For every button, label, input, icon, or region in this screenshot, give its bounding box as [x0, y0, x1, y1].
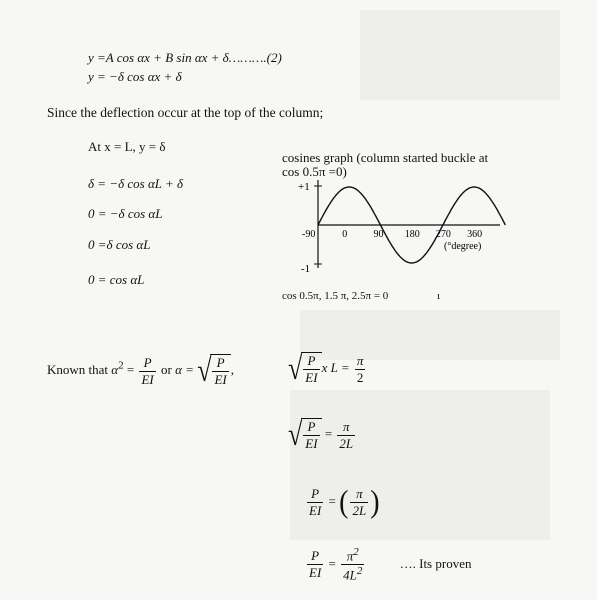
x-tick-label: 90 [373, 229, 384, 240]
proven-note: …. Its proven [399, 555, 472, 571]
equation-particular-solution: y = −δ cos αx + δ [88, 69, 182, 84]
x-tick-label: -90 [302, 229, 316, 240]
known-that-equation: Known that $\alpha^2$ = $\frac{P}{EI}$ or α = √ $\frac{P}{EI}$ , [47, 352, 234, 389]
x-unit-label: (°degree) [444, 241, 482, 252]
graph-caption-line-1: cosines graph (column started buckle at [282, 150, 489, 165]
squared-equation: $\frac{P}{EI}$ = ( $\frac{\pi}{2L}$ ) [309, 484, 380, 520]
zeros-note: cos 0.5π, 1.5 π, 2.5π = 0 [282, 290, 389, 302]
y-label-plus-one: +1 [298, 181, 310, 193]
x-tick-label: 0 [342, 229, 348, 240]
boundary-condition: At x = L, y = δ [88, 139, 166, 154]
derivation-step-1: δ = −δ cos αL + δ [88, 176, 184, 191]
x-tick-label: 360 [467, 229, 483, 240]
x-tick-label: 180 [404, 229, 420, 240]
since-statement: Since the deflection occur at the top of the column; [47, 105, 324, 120]
y-label-minus-one: -1 [301, 263, 311, 275]
final-equation: $\frac{P}{EI}$ = $\frac{\pi^2}{4L^2}$ …. Its proven [309, 546, 472, 583]
derivation-step-3: 0 =δ cos αL [88, 237, 151, 252]
derivation-step-2: 0 = −δ cos αL [88, 206, 163, 221]
stray-mark: ı [437, 290, 441, 302]
graph-caption-line-2: cos 0.5π =0) [282, 164, 347, 179]
sqrt-xL-equation: √ $\frac{P}{EI}$ x L = $\frac{\pi}{2}$ [288, 350, 364, 387]
sqrt-pi-over-2L: √ $\frac{P}{EI}$ = $\frac{\pi}{2L}$ [288, 416, 354, 453]
x-tick-label: 270 [435, 229, 451, 240]
equation-general-solution: y =A cos αx + B sin αx + δ……….(2) [88, 50, 282, 65]
derivation-step-4: 0 = cos αL [88, 272, 145, 287]
